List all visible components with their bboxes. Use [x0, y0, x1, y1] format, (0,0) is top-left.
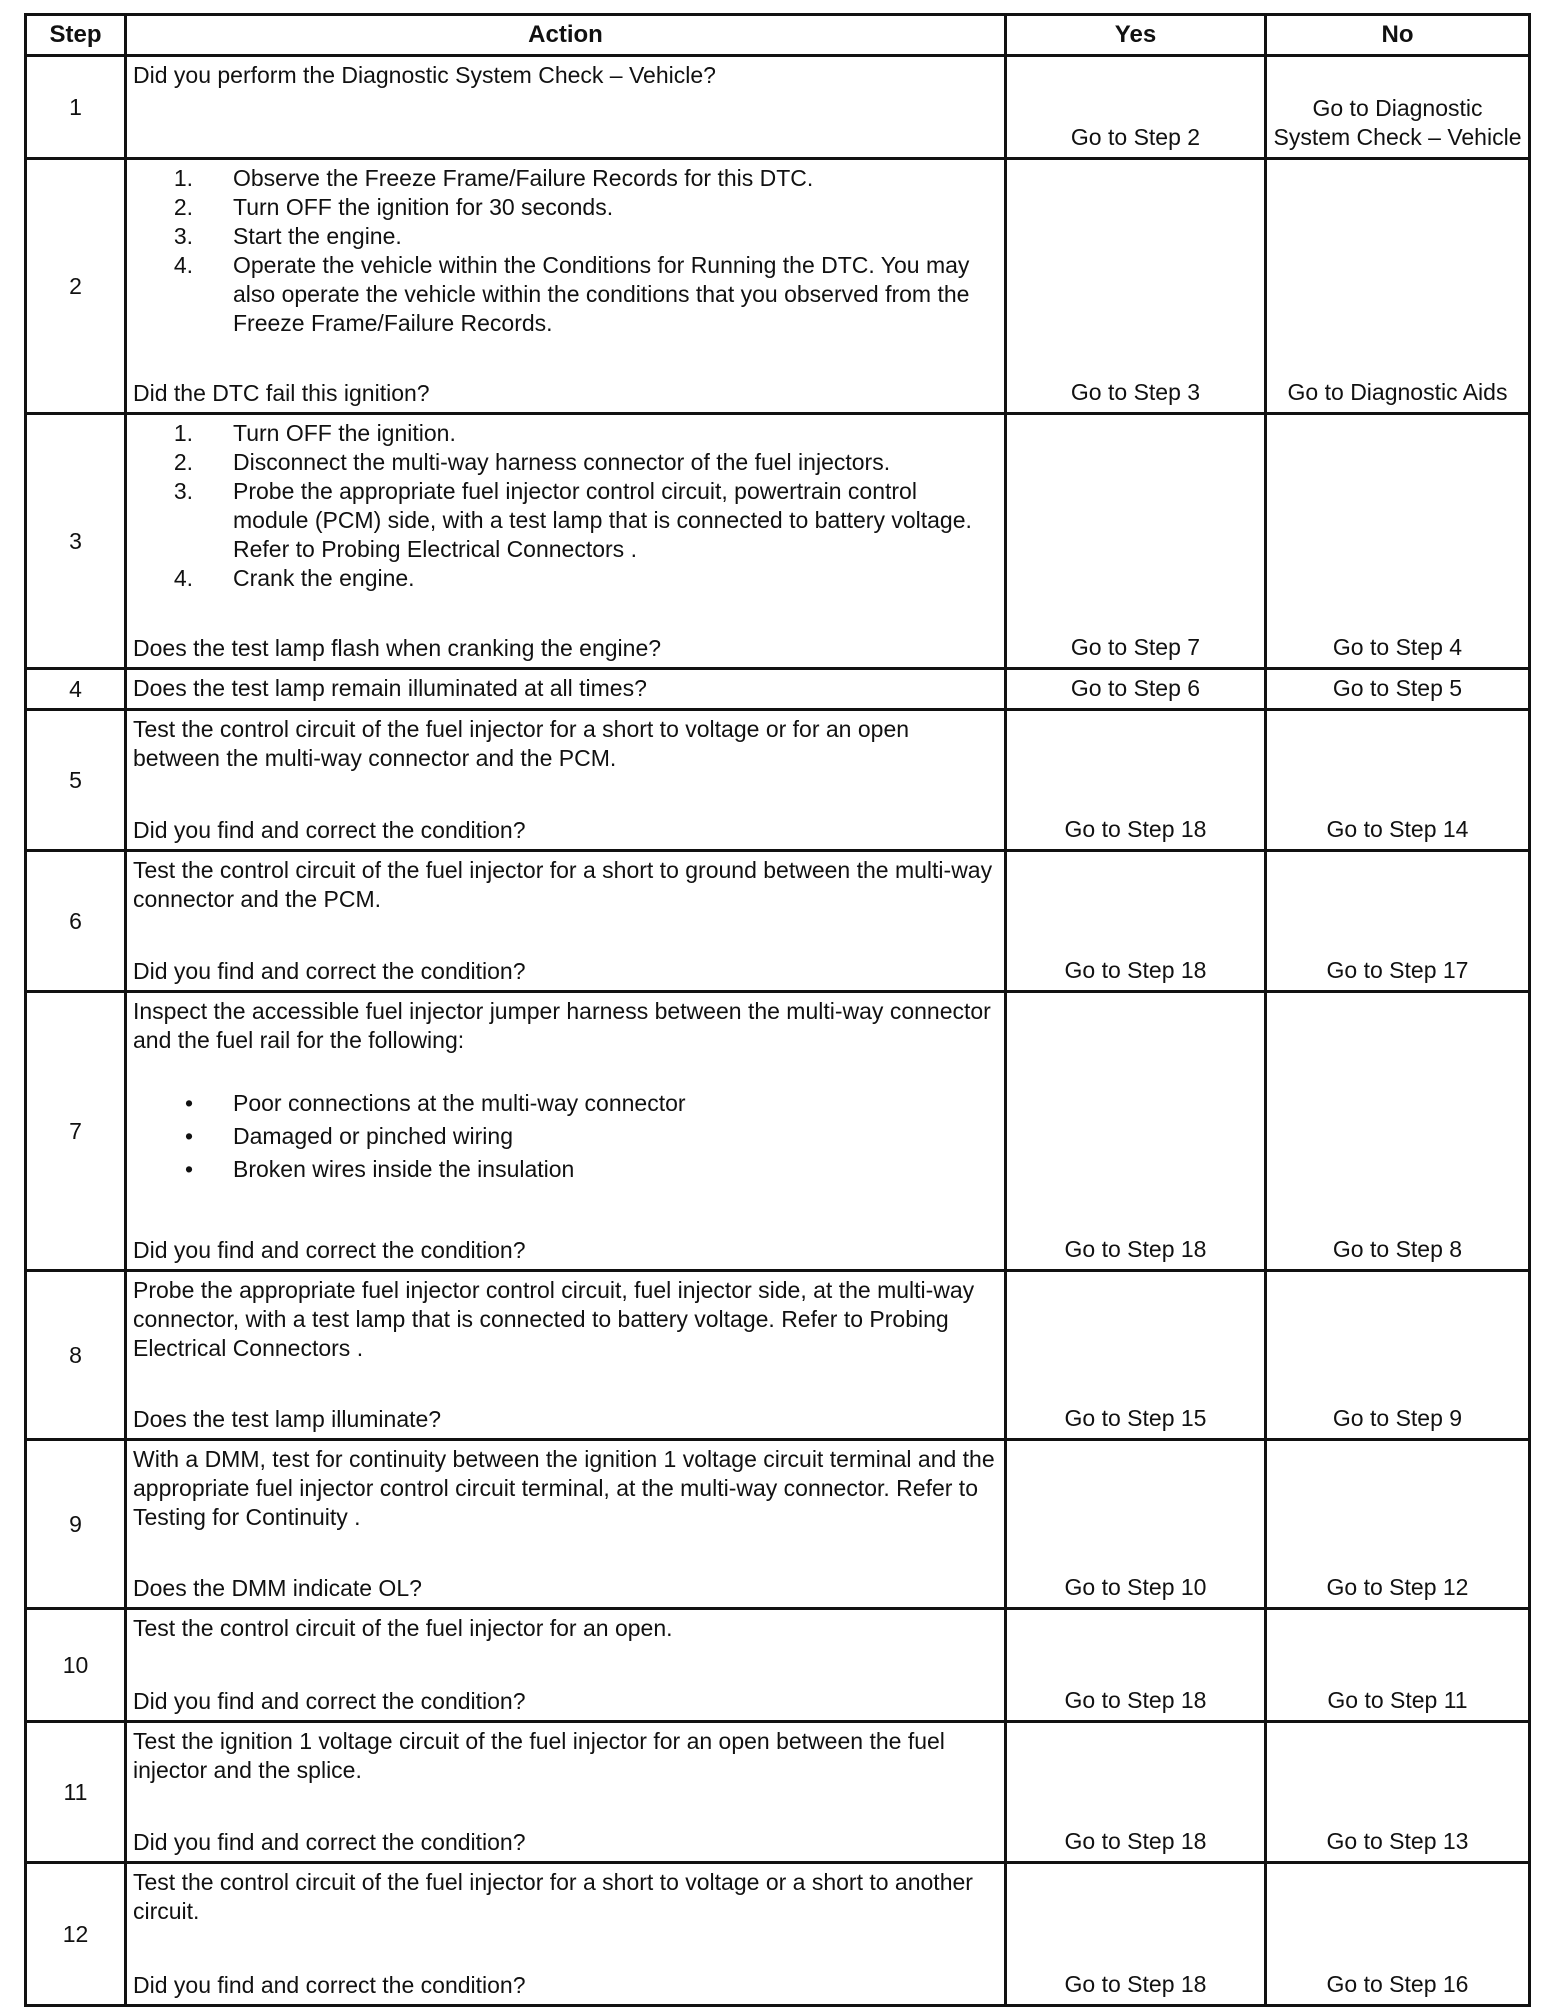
- yes-outcome: Go to Step 6: [1006, 669, 1266, 710]
- no-outcome: Go to Diagnostic Aids: [1266, 159, 1530, 414]
- action-cell: [126, 1722, 1006, 1863]
- action-cell: [126, 710, 1006, 851]
- list-item: [133, 222, 998, 251]
- list-item-text: Observe the Freeze Frame/Failure Records for this DTC.: [233, 165, 814, 191]
- header-no: No: [1266, 15, 1530, 56]
- yes-outcome: Go to Step 2: [1006, 56, 1266, 159]
- step-number: 9: [26, 1440, 126, 1609]
- list-item-text: Disconnect the multi-way harness connector of the fuel injectors.: [233, 449, 891, 475]
- header-yes: Yes: [1006, 15, 1266, 56]
- no-outcome: Go to Diagnostic System Check – Vehicle: [1266, 56, 1530, 159]
- table-row: [26, 992, 1530, 1271]
- header-step: Step: [26, 15, 126, 56]
- list-item: [133, 1120, 998, 1153]
- action-cell: [126, 669, 1006, 710]
- list-item-text: Start the engine.: [233, 223, 402, 249]
- step-number: 3: [26, 414, 126, 669]
- list-item-number: 4.: [173, 252, 193, 278]
- no-outcome: Go to Step 5: [1266, 669, 1530, 710]
- action-text: Test the control circuit of the fuel injector for a short to voltage or a short to another circuit.: [133, 1869, 973, 1924]
- action-cell: [126, 992, 1006, 1271]
- action-cell: [126, 414, 1006, 669]
- no-outcome: Go to Step 9: [1266, 1271, 1530, 1440]
- list-item-text: Turn OFF the ignition.: [233, 420, 456, 446]
- action-cell: [126, 851, 1006, 992]
- list-item-text: Crank the engine.: [233, 565, 415, 591]
- action-text: Does the test lamp remain illuminated at all times?: [133, 675, 647, 701]
- no-outcome: Go to Step 13: [1266, 1722, 1530, 1863]
- list-item-text: Turn OFF the ignition for 30 seconds.: [233, 194, 614, 220]
- action-question: Did the DTC fail this ignition?: [133, 380, 430, 406]
- list-item: [133, 251, 998, 338]
- table-row: [26, 159, 1530, 414]
- list-item-number: 2.: [173, 449, 193, 475]
- no-outcome: Go to Step 17: [1266, 851, 1530, 992]
- action-question: Does the DMM indicate OL?: [133, 1575, 422, 1601]
- action-text: Test the control circuit of the fuel injector for an open.: [133, 1615, 673, 1641]
- action-question: Did you find and correct the condition?: [133, 958, 526, 984]
- yes-outcome: Go to Step 18: [1006, 851, 1266, 992]
- action-text: Probe the appropriate fuel injector control circuit, fuel injector side, at the multi-way connector, with a test lamp that is connected to battery voltage. Refer to Probing Electrical Connectors .: [133, 1277, 975, 1361]
- step-number: 1: [26, 56, 126, 159]
- bullet-icon: •: [184, 1090, 193, 1116]
- step-number: 6: [26, 851, 126, 992]
- action-cell: [126, 1863, 1006, 2006]
- step-number: 8: [26, 1271, 126, 1440]
- action-text: Test the control circuit of the fuel injector for a short to ground between the multi-way connector and the PCM.: [133, 857, 993, 912]
- no-outcome: Go to Step 11: [1266, 1609, 1530, 1722]
- yes-outcome: Go to Step 18: [1006, 710, 1266, 851]
- step-number: 2: [26, 159, 126, 414]
- no-outcome: Go to Step 8: [1266, 992, 1530, 1271]
- numbered-list: [133, 164, 998, 338]
- table-row: [26, 1271, 1530, 1440]
- list-item-number: 4.: [173, 565, 193, 591]
- no-outcome: Go to Step 14: [1266, 710, 1530, 851]
- header-action: Action: [126, 15, 1006, 56]
- action-text: Did you perform the Diagnostic System Check – Vehicle?: [133, 62, 716, 88]
- action-text: Inspect the accessible fuel injector jumper harness between the multi-way connector and the fuel rail for the following:: [133, 998, 991, 1053]
- list-item: [133, 477, 998, 564]
- step-number: 10: [26, 1609, 126, 1722]
- action-question: Did you find and correct the condition?: [133, 817, 526, 843]
- list-item-number: 3.: [173, 223, 193, 249]
- list-item-text: Damaged or pinched wiring: [233, 1123, 513, 1149]
- yes-outcome: Go to Step 18: [1006, 1863, 1266, 2006]
- list-item-number: 1.: [173, 165, 193, 191]
- table-row: [26, 414, 1530, 669]
- list-item: [133, 1087, 998, 1120]
- action-question: Did you find and correct the condition?: [133, 1972, 526, 1998]
- action-question: Does the test lamp flash when cranking the engine?: [133, 635, 662, 661]
- list-item-number: 1.: [173, 420, 193, 446]
- table-row: [26, 1609, 1530, 1722]
- yes-outcome: Go to Step 18: [1006, 1722, 1266, 1863]
- list-item-text: Probe the appropriate fuel injector control circuit, powertrain control module (PCM) side, with a test lamp that is connected to battery voltage. Refer to Probing Electrical Connectors .: [233, 478, 972, 562]
- list-item-number: 2.: [173, 194, 193, 220]
- list-item: [133, 164, 998, 193]
- action-text: Test the ignition 1 voltage circuit of the fuel injector for an open between the fuel injector and the splice.: [133, 1728, 945, 1783]
- table-row: [26, 710, 1530, 851]
- header-row: [26, 15, 1530, 56]
- no-outcome: Go to Step 12: [1266, 1440, 1530, 1609]
- action-cell: [126, 1440, 1006, 1609]
- list-item: [133, 193, 998, 222]
- yes-outcome: Go to Step 18: [1006, 1609, 1266, 1722]
- table-row: [26, 56, 1530, 159]
- diagnostic-table: [24, 13, 1531, 2007]
- list-item: [133, 448, 998, 477]
- table-row: [26, 1863, 1530, 2006]
- bullet-icon: •: [184, 1156, 193, 1182]
- yes-outcome: Go to Step 15: [1006, 1271, 1266, 1440]
- step-number: 12: [26, 1863, 126, 2006]
- step-number: 7: [26, 992, 126, 1271]
- no-outcome: Go to Step 4: [1266, 414, 1530, 669]
- list-item: [133, 419, 998, 448]
- action-cell: [126, 159, 1006, 414]
- action-question: Did you find and correct the condition?: [133, 1688, 526, 1714]
- yes-outcome: Go to Step 10: [1006, 1440, 1266, 1609]
- yes-outcome: Go to Step 18: [1006, 992, 1266, 1271]
- table-row: [26, 1722, 1530, 1863]
- yes-outcome: Go to Step 3: [1006, 159, 1266, 414]
- list-item-number: 3.: [173, 478, 193, 504]
- action-question: Does the test lamp illuminate?: [133, 1406, 442, 1432]
- list-item: [133, 1153, 998, 1186]
- list-item-text: Poor connections at the multi-way connector: [233, 1090, 686, 1116]
- action-cell: [126, 1271, 1006, 1440]
- numbered-list: [133, 419, 998, 593]
- list-item-text: Broken wires inside the insulation: [233, 1156, 575, 1182]
- yes-outcome: Go to Step 7: [1006, 414, 1266, 669]
- action-cell: [126, 1609, 1006, 1722]
- action-text: With a DMM, test for continuity between the ignition 1 voltage circuit terminal and the appropriate fuel injector control circuit terminal, at the multi-way connector. Refer to Testing for Continuity .: [133, 1446, 995, 1530]
- step-number: 11: [26, 1722, 126, 1863]
- action-question: Did you find and correct the condition?: [133, 1829, 526, 1855]
- table-row: [26, 1440, 1530, 1609]
- table-row: [26, 669, 1530, 710]
- no-outcome: Go to Step 16: [1266, 1863, 1530, 2006]
- list-item-text: Operate the vehicle within the Conditions for Running the DTC. You may also operate the vehicle within the conditions that you observed from the Freeze Frame/Failure Records.: [233, 252, 970, 336]
- table-row: [26, 851, 1530, 992]
- bullet-list: [133, 1087, 998, 1186]
- list-item: [133, 564, 998, 593]
- action-question: Did you find and correct the condition?: [133, 1237, 526, 1263]
- action-cell: [126, 56, 1006, 159]
- bullet-icon: •: [184, 1123, 193, 1149]
- action-text: Test the control circuit of the fuel injector for a short to voltage or for an open between the multi-way connector and the PCM.: [133, 716, 910, 771]
- step-number: 4: [26, 669, 126, 710]
- step-number: 5: [26, 710, 126, 851]
